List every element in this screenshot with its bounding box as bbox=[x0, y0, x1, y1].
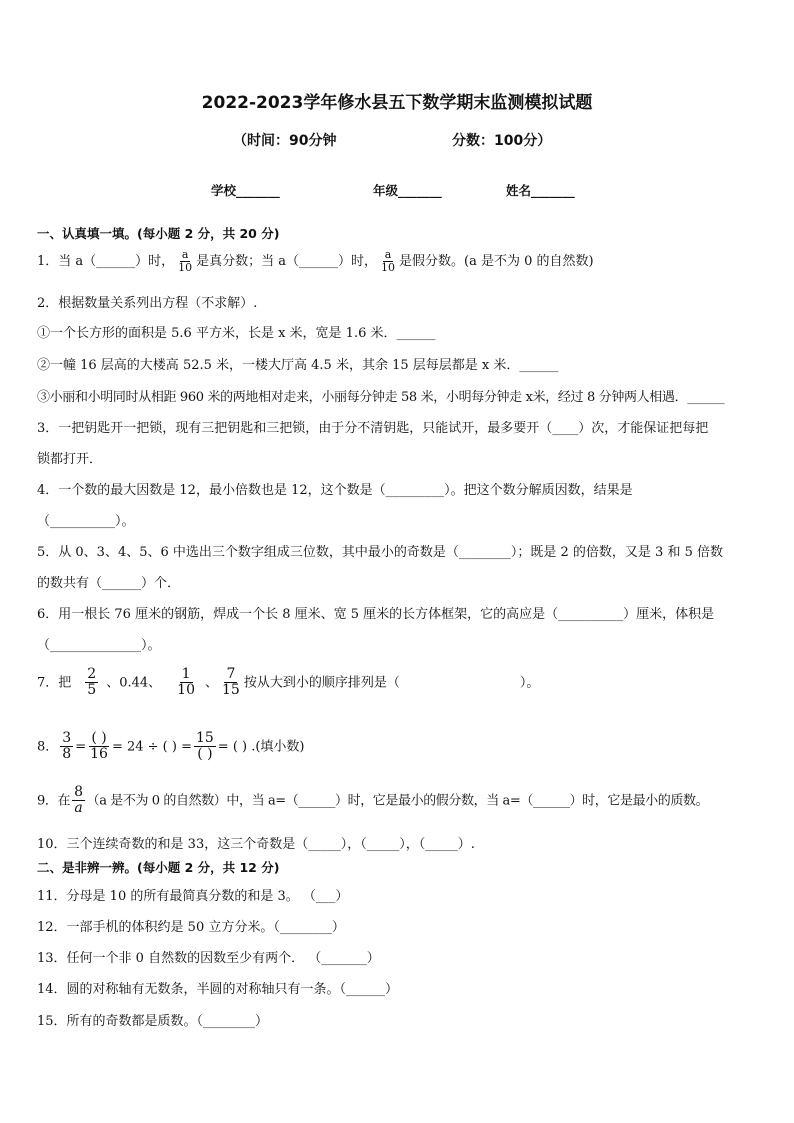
question-8: 8． $\frac{3}{8}$ = $\frac{( )}{16}$ = 24 ÷ ( ) = $\frac{15}{( )}$ = ( ) .(填小数) bbox=[37, 730, 305, 763]
question-2-part-1: ①一个长方形的面积是 5.6 平方米，长是 x 米，宽是 1.6 米．______ bbox=[37, 326, 436, 341]
q8-fraction-1: $\frac{3}{8}$ bbox=[62, 730, 72, 763]
question-11: 11．分母是 10 的所有最简真分数的和是 3。 （___） bbox=[37, 889, 349, 904]
q1-fraction-2: $\frac{a}{10}$ bbox=[381, 248, 396, 275]
question-3-line-1: 3．一把钥匙开一把锁，现有三把钥匙和三把锁，由于分不清钥匙，只能试开，最多要开（____）次，才能保证把每把 bbox=[37, 421, 709, 436]
section-heading-true-false: 二、是非辨一辨。(每小题 2 分，共 12 分) bbox=[37, 860, 280, 875]
q1-text-b: 是真分数；当 a（______）时， bbox=[196, 254, 378, 270]
question-2-part-3: ③小丽和小明同时从相距 960 米的两地相对走来，小丽每分钟走 58 米，小明每分钟走 x米，经过 8 分钟两人相遇．______ bbox=[37, 390, 725, 405]
question-1 bbox=[37, 249, 594, 274]
section-heading-fill-in: 一、认真填一填。(每小题 2 分，共 20 分) bbox=[37, 226, 280, 241]
question-7: 7．把 $\frac{2}{5}$ 、0.44、 $\frac{1}{10}$ 、 $\frac{7}{15}$ 按从大到小的顺序排列是（ ）。 bbox=[37, 666, 540, 699]
question-2-part-2: ②一幢 16 层高的大楼高 52.5 米，一楼大厅高 4.5 米，其余 15 层每层都是 x 米．______ bbox=[37, 358, 559, 373]
question-2-stem: 2．根据数量关系列出方程（不求解）. bbox=[37, 296, 258, 311]
question-5-line-2: 的数共有（______）个． bbox=[37, 576, 181, 591]
question-13: 13．任何一个非 0 自然数的因数至少有两个． （_______） bbox=[37, 951, 380, 966]
q7-fraction-1: $\frac{2}{5}$ bbox=[87, 666, 97, 699]
question-14: 14．圆的对称轴有无数条，半圆的对称轴只有一条。（______） bbox=[37, 982, 399, 997]
question-6-line-2: （______________）。 bbox=[37, 638, 161, 653]
question-4-line-2: （__________）。 bbox=[37, 514, 135, 529]
exam-score: 分数：100分） bbox=[452, 133, 552, 149]
question-15: 15．所有的奇数都是质数。（________） bbox=[37, 1014, 269, 1029]
question-3-line-2: 锁都打开． bbox=[37, 452, 103, 467]
exam-time: （时间：90分钟 bbox=[233, 133, 337, 149]
q8-fraction-2: $\frac{( )}{16}$ bbox=[90, 730, 108, 763]
question-4-line-1: 4．一个数的最大因数是 12，最小倍数也是 12，这个数是（_________）。把这个数分解质因数，结果是 bbox=[37, 483, 633, 498]
question-5-line-1: 5．从 0、3、4、5、6 中选出三个数字组成三位数，其中最小的奇数是（________）；既是 2 的倍数，又是 3 和 5 倍数 bbox=[37, 545, 723, 560]
q1-fraction-1: $\frac{a}{10}$ bbox=[178, 248, 193, 275]
page-title: 2022-2023学年修水县五下数学期末监测模拟试题 bbox=[201, 93, 593, 113]
q9-fraction: $\frac{8}{a}$ bbox=[74, 784, 83, 817]
q7-fraction-2: $\frac{1}{10}$ bbox=[177, 666, 195, 699]
school-field: 学校_______ bbox=[211, 183, 280, 198]
q1-text-c: 是假分数。(a 是不为 0 的自然数) bbox=[399, 254, 594, 270]
q8-fraction-3: $\frac{15}{( )}$ bbox=[195, 730, 214, 763]
question-10: 10．三个连续奇数的和是 33，这三个奇数是（_____），（_____），（_____）. bbox=[37, 837, 475, 852]
q1-text-a: 1．当 a（______）时， bbox=[37, 254, 175, 270]
grade-field: 年级_______ bbox=[373, 183, 442, 198]
question-6-line-1: 6．用一根长 76 厘米的钢筋，焊成一个长 8 厘米、宽 5 厘米的长方体框架，它的高应是（__________）厘米，体积是 bbox=[37, 607, 715, 622]
question-12: 12．一部手机的体积约是 50 立方分米。（________） bbox=[37, 920, 345, 935]
q7-fraction-3: $\frac{7}{15}$ bbox=[222, 666, 240, 699]
name-field: 姓名_______ bbox=[506, 183, 575, 198]
question-9: 9．在 $\frac{8}{a}$ （a 是不为 0 的自然数）中，当 a=（______）时，它是最小的假分数，当 a=（______）时，它是最小的质数。 bbox=[37, 784, 709, 817]
